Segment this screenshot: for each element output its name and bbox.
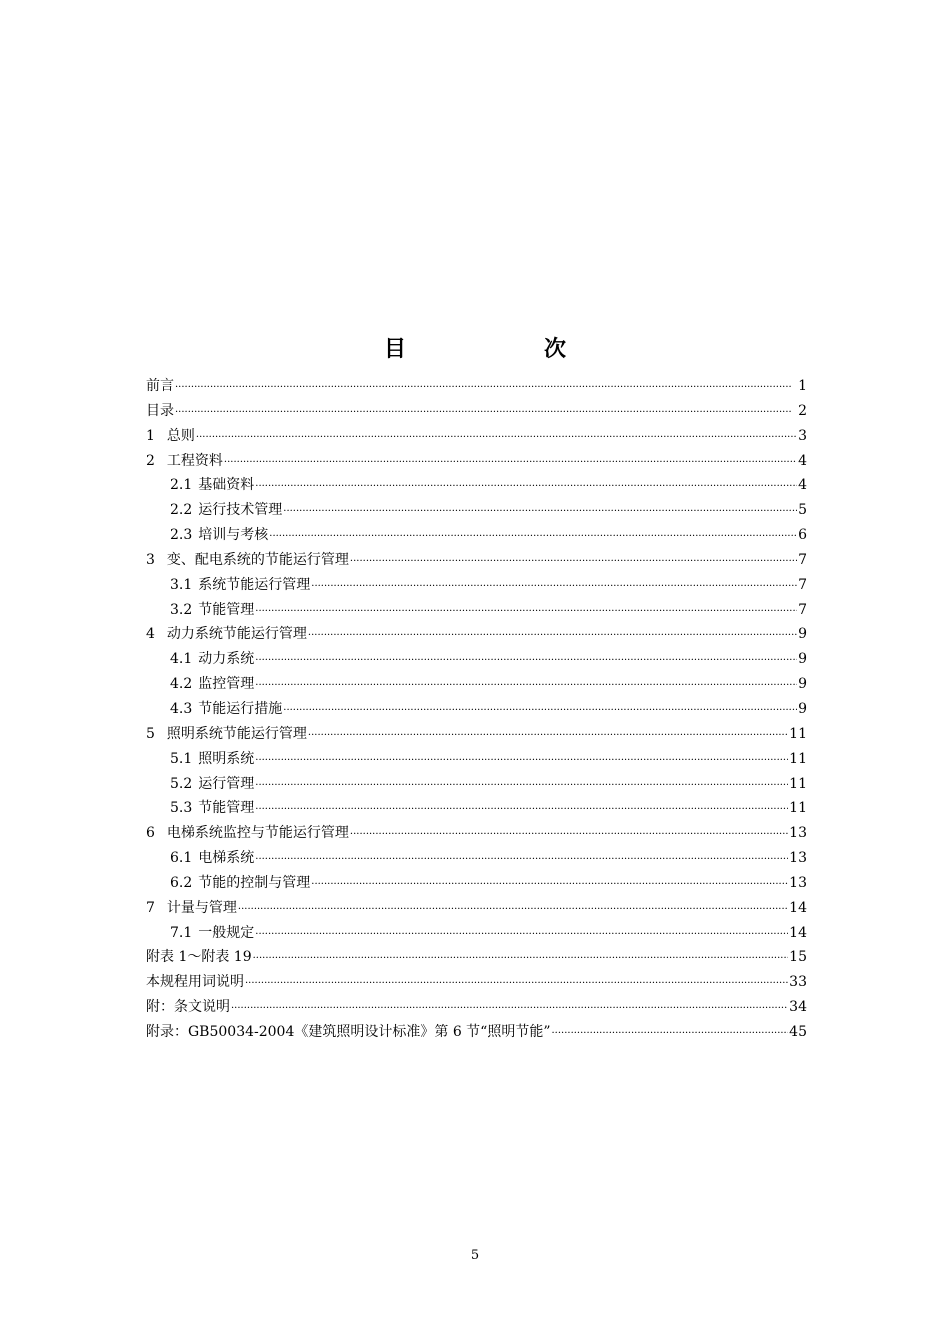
toc-entry[interactable] <box>146 846 807 871</box>
toc-entry-number: 2.1 <box>170 477 193 494</box>
toc-entry-number: 3 <box>146 551 155 568</box>
toc-entry[interactable] <box>146 722 807 747</box>
toc-entry-page: 11 <box>789 750 807 767</box>
toc-entry-title: 工程资料 <box>166 452 223 469</box>
toc-entry-title: 照明系统 <box>198 750 255 767</box>
toc-entry-title: 动力系统节能运行管理 <box>166 626 307 643</box>
toc-entry-page: 3 <box>798 427 807 444</box>
toc-entry-number: 2.3 <box>170 527 193 544</box>
toc-dot-leader <box>245 972 788 995</box>
table-of-contents <box>146 374 807 1045</box>
toc-entry-page: 9 <box>798 626 807 643</box>
toc-dot-leader <box>283 699 797 722</box>
toc-entry-page: 14 <box>789 924 807 941</box>
toc-dot-leader <box>175 401 797 424</box>
toc-entry[interactable] <box>146 796 807 821</box>
toc-entry-page: 9 <box>798 700 807 717</box>
toc-entry-title: 总则 <box>166 427 195 444</box>
toc-entry-number: 6.1 <box>170 850 193 867</box>
toc-entry-title: 附表 1～附表 19 <box>146 949 252 966</box>
toc-entry-title: 运行管理 <box>198 775 255 792</box>
toc-dot-leader <box>255 475 797 498</box>
toc-entry-title: 照明系统节能运行管理 <box>166 725 307 742</box>
toc-entry[interactable] <box>146 896 807 921</box>
toc-entry-number: 2 <box>146 452 155 469</box>
toc-entry[interactable] <box>146 622 807 647</box>
toc-entry-page: 33 <box>789 974 807 991</box>
toc-entry-title: 培训与考核 <box>198 527 269 544</box>
toc-entry-title: 基础资料 <box>198 477 255 494</box>
toc-entry[interactable] <box>146 1020 807 1045</box>
toc-entry[interactable] <box>146 821 807 846</box>
toc-entry-title: 附录：GB50034-2004《建筑照明设计标准》第 6 节“照明节能” <box>146 1023 551 1040</box>
toc-entry-number: 7.1 <box>170 924 193 941</box>
toc-entry-number: 6 <box>146 825 155 842</box>
toc-entry-page: 9 <box>798 651 807 668</box>
toc-entry-page: 7 <box>798 576 807 593</box>
toc-entry[interactable] <box>146 772 807 797</box>
toc-dot-leader <box>255 798 788 821</box>
toc-dot-leader <box>238 898 788 921</box>
toc-entry-title: 本规程用词说明 <box>146 974 244 991</box>
toc-entry-page: 34 <box>789 999 807 1016</box>
page-number: 5 <box>470 1248 480 1263</box>
toc-entry-title: 变、配电系统的节能运行管理 <box>166 551 349 568</box>
toc-dot-leader <box>311 873 788 896</box>
toc-dot-leader <box>255 848 788 871</box>
toc-dot-leader <box>255 923 788 946</box>
toc-dot-leader <box>283 500 797 523</box>
toc-dot-leader <box>350 823 788 846</box>
toc-dot-leader <box>552 1022 789 1045</box>
toc-entry-page: 5 <box>798 502 807 519</box>
toc-entry-page: 15 <box>789 949 807 966</box>
toc-entry-page: 7 <box>798 551 807 568</box>
toc-dot-leader <box>308 624 797 647</box>
toc-dot-leader <box>311 575 797 598</box>
toc-entry-title: 节能管理 <box>198 800 255 817</box>
toc-entry-title: 系统节能运行管理 <box>198 576 311 593</box>
toc-entry-number: 4.1 <box>170 651 193 668</box>
toc-entry[interactable] <box>146 449 807 474</box>
toc-entry[interactable] <box>146 970 807 995</box>
toc-entry-title: 节能的控制与管理 <box>198 874 311 891</box>
toc-entry-title: 节能运行措施 <box>198 700 283 717</box>
toc-entry-page: 7 <box>798 601 807 618</box>
toc-entry[interactable] <box>146 473 807 498</box>
toc-entry-page: 14 <box>789 899 807 916</box>
toc-entry-title: 电梯系统监控与节能运行管理 <box>166 825 349 842</box>
toc-entry[interactable] <box>146 548 807 573</box>
toc-entry-page: 45 <box>789 1023 807 1040</box>
toc-entry-title: 运行技术管理 <box>198 502 283 519</box>
toc-dot-leader <box>255 774 788 797</box>
toc-dot-leader <box>231 997 788 1020</box>
toc-title: 目 次 <box>383 336 624 362</box>
toc-dot-leader <box>255 600 797 623</box>
toc-dot-leader <box>196 426 797 449</box>
toc-entry-title: 一般规定 <box>198 924 255 941</box>
toc-entry[interactable] <box>146 399 807 424</box>
toc-dot-leader <box>350 550 797 573</box>
toc-entry-title: 监控管理 <box>198 676 255 693</box>
toc-entry-number: 4.2 <box>170 676 193 693</box>
toc-entry-number: 2.2 <box>170 502 193 519</box>
toc-entry-title: 电梯系统 <box>198 850 255 867</box>
toc-dot-leader <box>255 649 797 672</box>
toc-entry-number: 3.1 <box>170 576 193 593</box>
toc-entry[interactable] <box>146 647 807 672</box>
toc-entry[interactable] <box>146 995 807 1020</box>
toc-entry[interactable] <box>146 672 807 697</box>
toc-entry-number: 7 <box>146 899 155 916</box>
toc-entry-title: 动力系统 <box>198 651 255 668</box>
toc-entry-title: 目录 <box>146 402 174 419</box>
toc-entry-page: 11 <box>789 775 807 792</box>
toc-entry-number: 5.3 <box>170 800 193 817</box>
toc-entry[interactable] <box>146 573 807 598</box>
toc-entry-page: 1 <box>798 378 807 394</box>
toc-entry-page: 6 <box>798 527 807 544</box>
toc-entry-number: 5 <box>146 725 155 742</box>
toc-dot-leader <box>255 749 788 772</box>
toc-entry-page: 4 <box>798 452 807 469</box>
toc-entry-number: 4 <box>146 626 155 643</box>
toc-dot-leader <box>175 376 797 399</box>
toc-entry-page: 13 <box>789 825 807 842</box>
toc-entry-page: 9 <box>798 676 807 693</box>
toc-entry[interactable] <box>146 523 807 548</box>
toc-entry-title: 节能管理 <box>198 601 255 618</box>
toc-dot-leader <box>269 525 797 548</box>
toc-entry[interactable] <box>146 747 807 772</box>
toc-dot-leader <box>308 724 788 747</box>
toc-entry-page: 13 <box>789 874 807 891</box>
toc-dot-leader <box>253 947 789 970</box>
toc-entry-number: 1 <box>146 427 155 444</box>
toc-dot-leader <box>224 451 797 474</box>
toc-entry[interactable] <box>146 498 807 523</box>
toc-entry[interactable] <box>146 871 807 896</box>
toc-entry-title: 附：条文说明 <box>146 999 230 1016</box>
toc-entry-page: 2 <box>798 402 807 419</box>
toc-entry-number: 5.1 <box>170 750 193 767</box>
toc-entry[interactable] <box>146 424 807 449</box>
toc-entry-title: 前言 <box>146 378 174 394</box>
toc-entry[interactable] <box>146 921 807 946</box>
toc-entry[interactable] <box>146 598 807 623</box>
toc-entry-number: 6.2 <box>170 874 193 891</box>
toc-entry-page: 4 <box>798 477 807 494</box>
toc-entry-page: 11 <box>789 800 807 817</box>
toc-entry-number: 3.2 <box>170 601 193 618</box>
toc-entry-title: 计量与管理 <box>166 899 237 916</box>
toc-entry-page: 13 <box>789 850 807 867</box>
toc-entry[interactable] <box>146 374 807 399</box>
toc-entry[interactable] <box>146 697 807 722</box>
toc-entry[interactable] <box>146 945 807 970</box>
toc-dot-leader <box>255 674 797 697</box>
toc-entry-page: 11 <box>789 725 807 742</box>
toc-entry-number: 5.2 <box>170 775 193 792</box>
toc-entry-number: 4.3 <box>170 700 193 717</box>
